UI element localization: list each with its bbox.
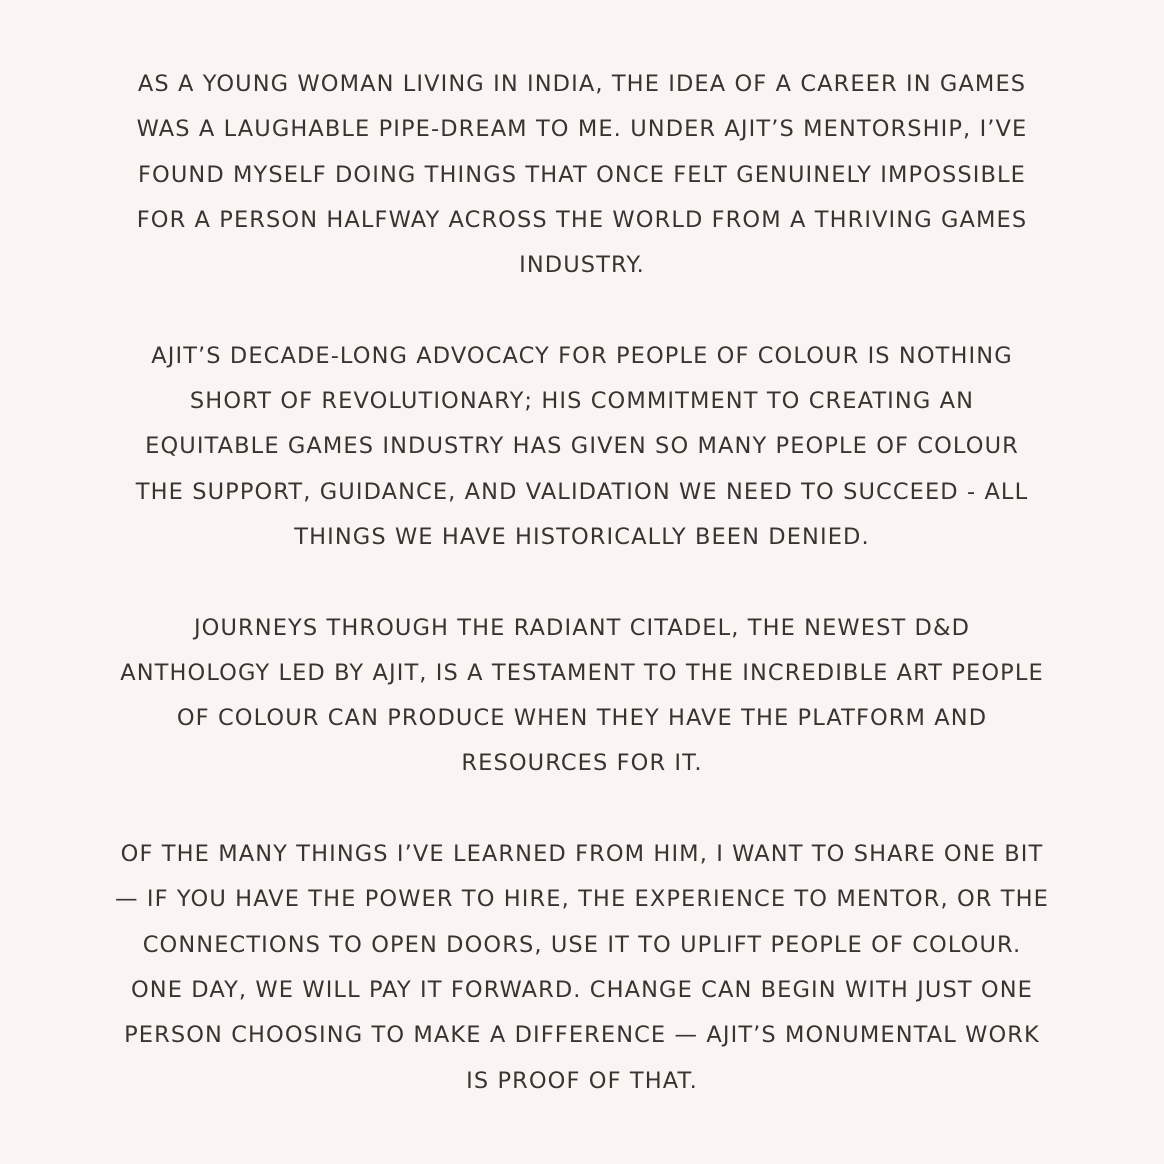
paragraph-pay-it-forward	[46, 832, 1118, 1104]
paragraph-radiant-citadel	[46, 606, 1118, 787]
text-line: RESOURCES FOR IT.	[461, 750, 703, 777]
text-line: THINGS WE HAVE HISTORICALLY BEEN DENIED.	[294, 523, 870, 550]
text-line: SHORT OF REVOLUTIONARY; HIS COMMITMENT TO CREATING AN	[189, 388, 975, 415]
text-line: IS PROOF OF THAT.	[466, 1067, 698, 1094]
text-line: FOR A PERSON HALFWAY ACROSS THE WORLD FROM A THRIVING GAMES	[136, 206, 1028, 233]
text-line: INDUSTRY.	[519, 252, 645, 279]
text-line: JOURNEYS THROUGH THE RADIANT CITADEL, THE NEWEST D&D	[193, 614, 971, 641]
text-line: OF COLOUR CAN PRODUCE WHEN THEY HAVE THE PLATFORM AND	[176, 705, 988, 732]
text-line: OF THE MANY THINGS I’VE LEARNED FROM HIM, I WANT TO SHARE ONE BIT	[120, 841, 1044, 868]
text-line: ANTHOLOGY LED BY AJIT, IS A TESTAMENT TO THE INCREDIBLE ART PEOPLE	[120, 659, 1044, 686]
text-line: FOUND MYSELF DOING THINGS THAT ONCE FELT GENUINELY IMPOSSIBLE	[137, 161, 1026, 188]
text-line: AJIT’S DECADE-LONG ADVOCACY FOR PEOPLE OF COLOUR IS NOTHING	[151, 342, 1013, 369]
text-line: PERSON CHOOSING TO MAKE A DIFFERENCE — AJIT’S MONUMENTAL WORK	[124, 1022, 1040, 1049]
text-line: — IF YOU HAVE THE POWER TO HIRE, THE EXPERIENCE TO MENTOR, OR THE	[115, 886, 1049, 913]
paragraph-career-in-games	[46, 62, 1118, 288]
text-line: AS A YOUNG WOMAN LIVING IN INDIA, THE IDEA OF A CAREER IN GAMES	[137, 71, 1027, 97]
text-line: CONNECTIONS TO OPEN DOORS, USE IT TO UPLIFT PEOPLE OF COLOUR.	[142, 931, 1022, 958]
text-line: ONE DAY, WE WILL PAY IT FORWARD. CHANGE CAN BEGIN WITH JUST ONE	[131, 976, 1033, 1003]
text-line: WAS A LAUGHABLE PIPE-DREAM TO ME. UNDER AJIT’S MENTORSHIP, I’VE	[136, 116, 1028, 143]
text-line: EQUITABLE GAMES INDUSTRY HAS GIVEN SO MANY PEOPLE OF COLOUR	[145, 433, 1019, 460]
paragraph-advocacy	[46, 334, 1118, 560]
text-line: THE SUPPORT, GUIDANCE, AND VALIDATION WE NEED TO SUCCEED - ALL	[135, 478, 1029, 505]
testimonial-text	[46, 62, 1118, 1104]
